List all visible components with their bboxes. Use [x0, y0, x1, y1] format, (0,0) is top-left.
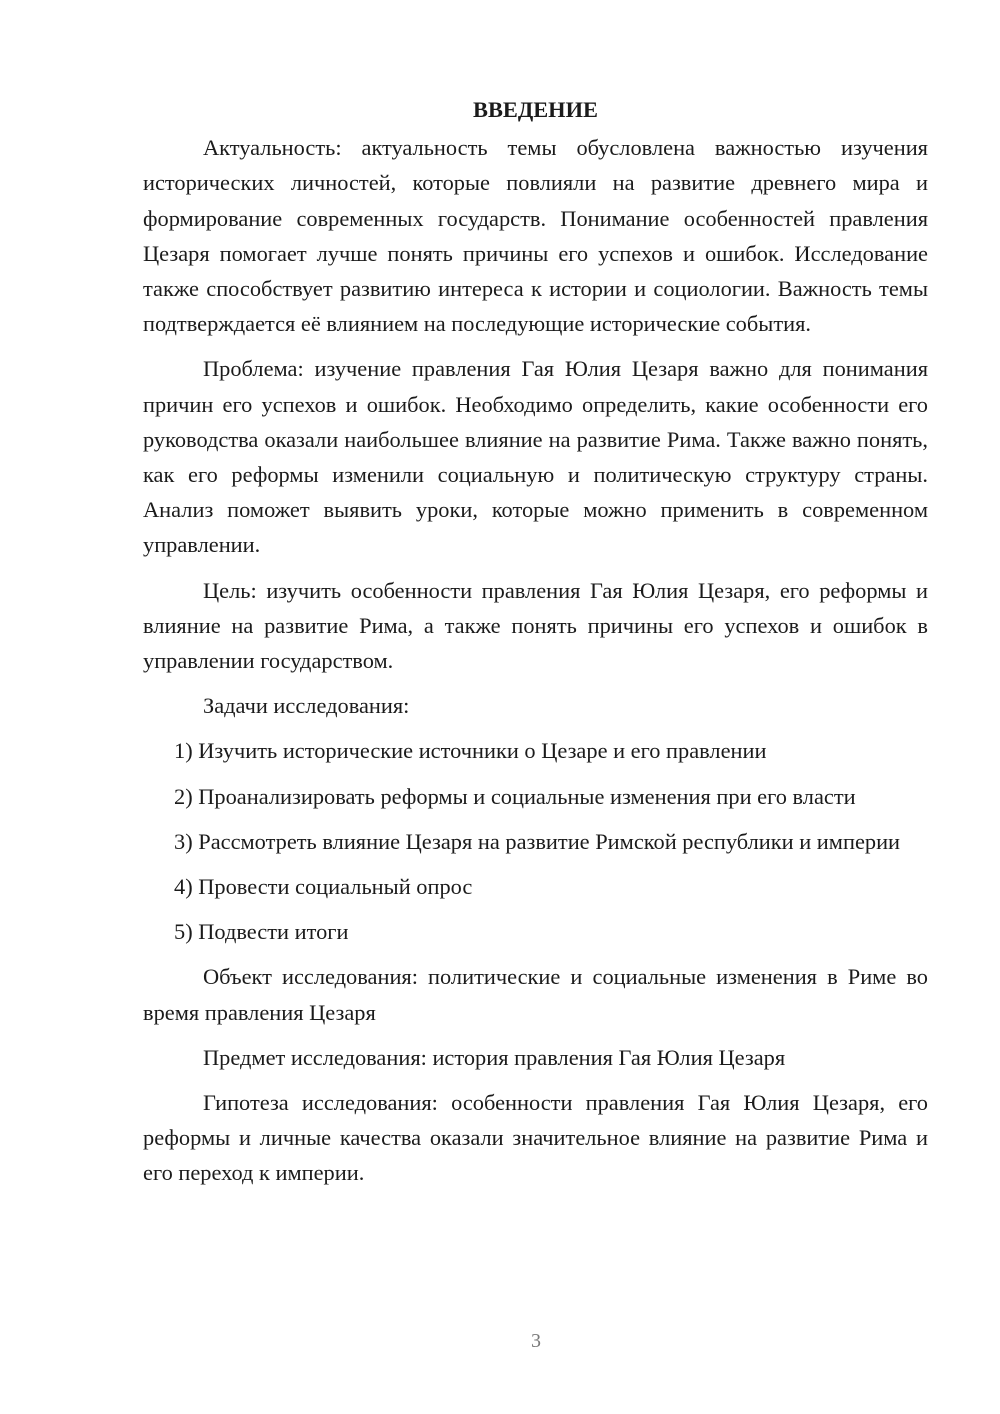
task-item: 1) Изучить исторические источники о Цезаре и его правлении — [174, 738, 767, 764]
tasks-heading: Задачи исследования: — [203, 693, 410, 719]
subject-paragraph: Предмет исследования: история правления Гая Юлия Цезаря — [203, 1044, 786, 1070]
hypothesis-paragraph: Гипотеза исследования: особенности правления Гая Юлия Цезаря, его реформы и личные качества оказали значительное влияние на развитие Рима и его переход к империи. — [143, 1090, 928, 1186]
goal-paragraph: Цель: изучить особенности правления Гая Юлия Цезаря, его реформы и влияние на развитие Рима, а также понять причины его успехов и ошибок в управлении государством. — [143, 577, 928, 674]
page-title: ВВЕДЕНИЕ — [473, 97, 598, 122]
task-item: 5) Подвести итоги — [174, 919, 349, 945]
task-item: 2) Проанализировать реформы и социальные изменения при его власти — [174, 783, 856, 809]
object-paragraph: Объект исследования: политические и социальные изменения в Риме во время правления Цезаря — [143, 964, 928, 1025]
task-item: 4) Провести социальный опрос — [174, 874, 473, 900]
document-page — [143, 92, 928, 1201]
relevance-paragraph: Актуальность: актуальность темы обусловлена важностью изучения исторических личностей, которые повлияли на развитие древнего мира и формирование современных государств. Понимание особенностей правления Цезаря помогает лучше понять причины его успехов и ошибок. Исследование также способствует развитию интереса к истории и социологии. Важность темы подтверждается её влиянием на последующие исторические события. — [143, 135, 928, 337]
problem-paragraph: Проблема: изучение правления Гая Юлия Цезаря важно для понимания причин его успехов и ошибок. Необходимо определить, какие особенности его руководства оказали наибольшее влияние на развитие Рима. Также важно понять, как его реформы изменили социальную и политическую структуру страны. Анализ поможет выявить уроки, которые можно применить в современном управлении. — [143, 356, 928, 558]
tasks-list — [143, 733, 928, 949]
task-item: 3) Рассмотреть влияние Цезаря на развитие Римской республики и империи — [174, 828, 901, 854]
page-number: 3 — [531, 1330, 541, 1352]
